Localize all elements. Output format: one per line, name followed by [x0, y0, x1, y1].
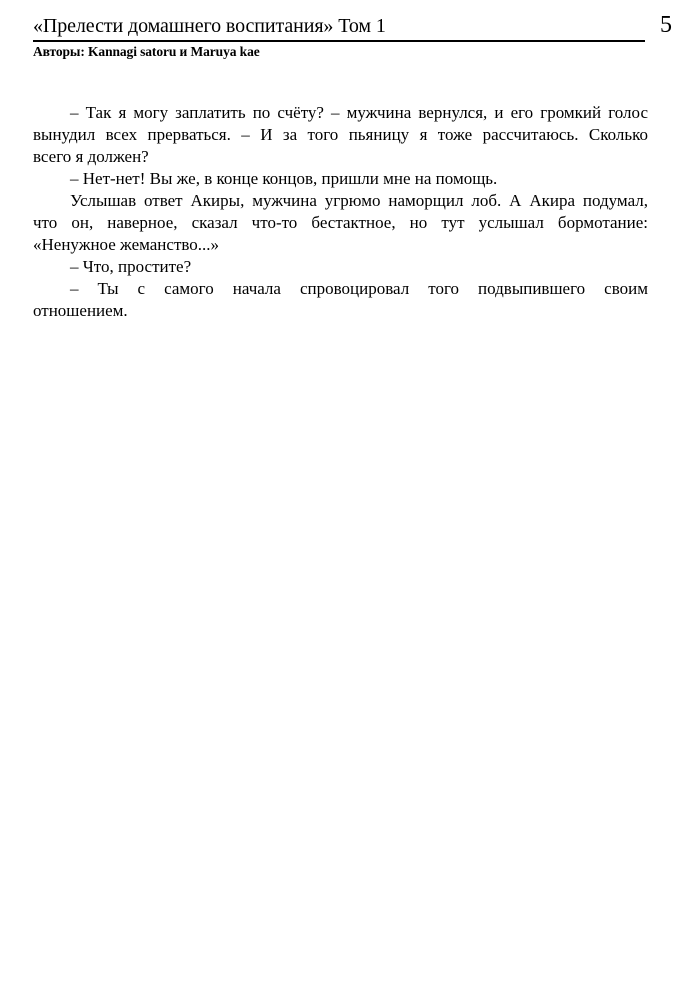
paragraph: [33, 102, 648, 168]
authors-line: Авторы: Kannagi satoru и Maruya kae: [33, 44, 260, 59]
paragraph: [33, 278, 648, 322]
paragraph: [33, 256, 648, 278]
page-header: [33, 13, 674, 42]
text-line: – Нет-нет! Вы же, в конце концов, пришли мне на помощь.: [70, 169, 498, 188]
paragraph: [33, 190, 648, 256]
text-line: – Так я могу заплатить по счёту? – мужчина вернулся, и его громкий голос: [70, 103, 648, 122]
text-line: – Ты с самого начала спровоцировал того подвыпившего своим: [70, 279, 648, 298]
text-line: что он, наверное, сказал что-то бестактное, но тут услышал бормотание:: [33, 213, 648, 232]
header-rule: [33, 15, 645, 42]
page-number: 5: [660, 12, 672, 38]
text-content: [33, 102, 648, 322]
text-line: вынудил всех прерваться. – И за того пьяницу я тоже рассчитаюсь. Сколько: [33, 125, 648, 144]
text-line: отношением.: [33, 301, 128, 320]
book-title: «Прелести домашнего воспитания» Том 1: [33, 15, 386, 37]
text-line: – Что, простите?: [70, 257, 192, 276]
text-line: всего я должен?: [33, 147, 149, 166]
paragraph: [33, 168, 648, 190]
text-line: Услышав ответ Акиры, мужчина угрюмо наморщил лоб. А Акира подумал,: [70, 191, 648, 210]
text-line: «Ненужное жеманство...»: [33, 235, 220, 254]
